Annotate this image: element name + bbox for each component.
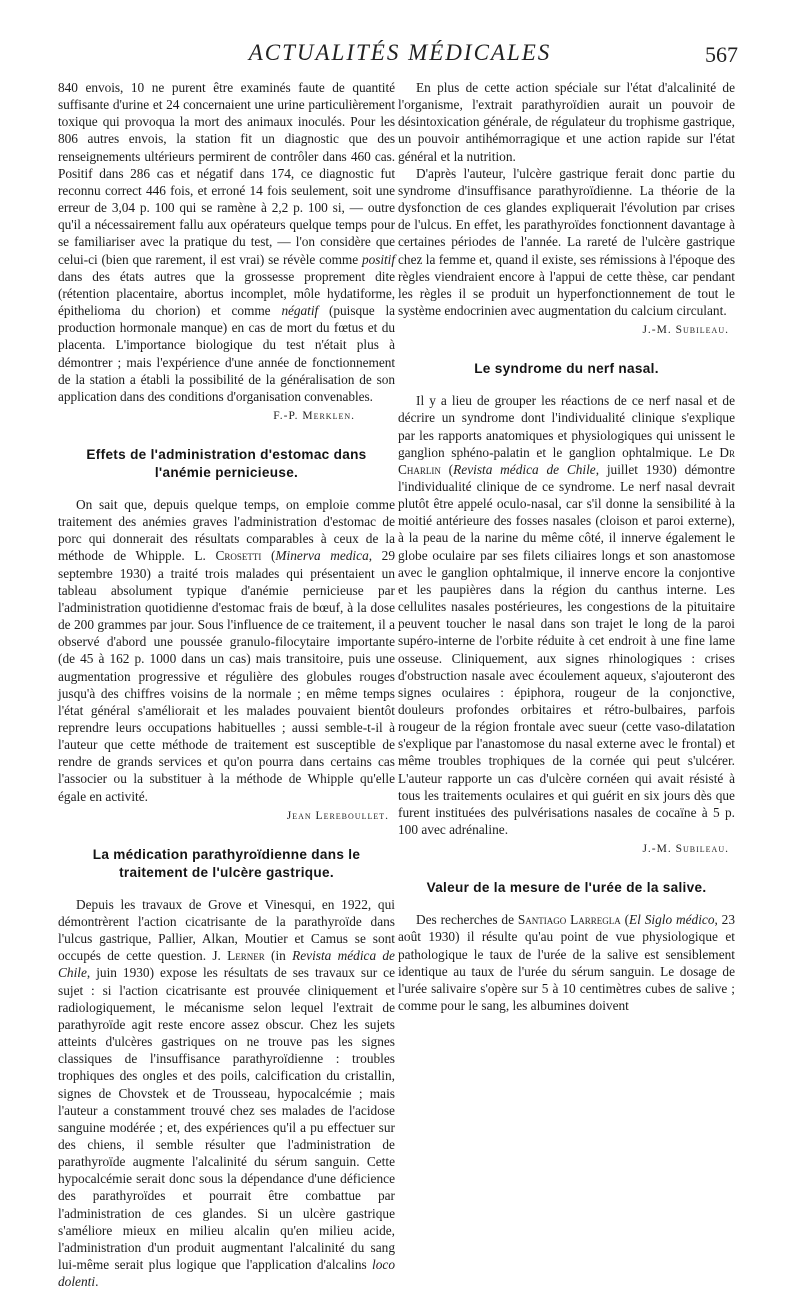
paragraph: Depuis les travaux de Grove et Vinesqui, en 1922, qui démontrèrent l'action cicatrisante de la parathyroïde dans l'ulcus gastrique, Pallier, Alkan, Moutier et Camus se sont occupés de cette question. J. Lerner (in Revista médica de Chile, juin 1930) expose les résultats de ses travaux sur ce sujet : si l'action cicatrisante est prouvée cliniquement et radiologiquement, le mécanisme selon lequel l'extrait de parathyroïde agit reste encore assez obscur. Chez les sujets atteints d'ulcères gastriques on ne trouve pas les signes classiques de l'insuffisance parathyroïdienne : troubles trophiques des ongles et des poils, calcification du cristallin, signes de Chovstek et de Trousseau, hypocalcémie ; mais l'auteur a constamment trouvé chez ses malades de l'acidose sanguine modérée ; et, des expériences qu'il a pu effectuer sur des chiens, il semble résulter que l'administration de parathyroïde augmente l'alcalinité du sérum sanguin. Cette hypocalcémie serait donc sous la dépendance d'une déficience des parathyroïdes et pourrait être combattue par l'administration de ces glandes. Si un ulcère gastrique s'améliore mieux en milieu alcalin qu'en milieu acide, l'administration d'un produit augmentant l'alcalinité du sang lui-même serait plus logique que l'application d'alcalins loco dolenti. <box>58 896 395 1290</box>
paragraph: On sait que, depuis quelque temps, on emploie comme traitement des anémies graves l'administration d'estomac de porc qui donnerait des résultats comparables à ceux de la méthode de Whipple. L. Crosetti (Minerva medica, 29 septembre 1930) a traité trois malades qui présentaient un tableau absolument typique d'anémie pernicieuse par l'administration quotidienne d'estomac frais de bœuf, à la dose de 200 grammes par jour. Sous l'influence de ce traitement, il a observé d'abord une poussée granulo-filocytaire importante (de 45 à 162 p. 1000 dans un cas) mais transitoire, puis une augmentation progressive et régulière des globules rouges jusqu'à des chiffres voisins de la normale ; en même temps l'état général s'améliorait et les malades pouvaient bientôt reprendre leurs occupations habituelles ; aussi semble-t-il à l'auteur que cette méthode de traitement est susceptible de rendre de grands services et qu'on pourra dans certains cas l'associer ou la substituer à la méthode de Whipple qu'elle égale en activité. <box>58 496 396 804</box>
article-uree-salive <box>398 879 735 1014</box>
right-column-content <box>398 79 735 1014</box>
paragraph: 840 envois, 10 ne purent être examinés faute de quantité suffisante d'urine et 24 concernaient une urine particulièrement toxique qui provoqua la mort des animaux inoculés. Pour les 806 autres envois, la station fit un diagnostic que des renseignements ultérieurs permirent de contrôler dans 460 cas. Positif dans 286 cas et négatif dans 174, ce diagnostic fut reconnu correct 446 fois, et erroné 14 fois seulement, soit une erreur de 3,04 p. 100 qui se ramène à 2,2 p. 100 si, — outre qu'il a nécessairement fallu aux opérateurs quelque temps pour se familiariser avec la pratique du test, — l'on considère que celui-ci (bien que rarement, il est vrai) se révèle comme positif dans des états autres que la grossesse proprement dite (rétention placentaire, abortus incomplet, môle hydatiforme, épithelioma du chorion) et comme négatif (puisque la production hormonale manque) en cas de mort du fœtus et du placenta. L'importance biologique du test n'était plus à démontrer ; mais l'expérience d'une année de fonctionnement de la station a établi la possibilité de la généralisation de son application dans des conditions d'organisation convenables. <box>58 80 395 404</box>
left-column <box>58 79 395 1290</box>
article-estomac-anemie <box>58 446 395 824</box>
article-nerf-nasal <box>398 360 735 857</box>
article-parathyroide-suite <box>398 79 735 338</box>
paragraph: Des recherches de Santiago Larregla (El Siglo médico, 23 août 1930) il résulte qu'au point de vue physiologique et pathologique le taux de l'urée de la salive est sensiblement identique au taux de l'urée du sérum sanguin. Le dosage de l'urée salivaire s'opère sur 5 à 10 centimètres cubes de salive ; comme pour le sang, les albumines doivent <box>398 912 736 1014</box>
article-title: Le syndrome du nerf nasal. <box>474 361 659 377</box>
article-title: Effets de l'administration d'estomac dans l'anémie pernicieuse. <box>86 446 367 480</box>
author-signature: J.-M. Subileau. <box>642 843 729 856</box>
paragraph: D'après l'auteur, l'ulcère gastrique ferait donc partie du syndrome d'insuffisance parathyroïdienne. La théorie de la dysfonction de ces glandes expliquerait l'évolution par crises de l'ulcus. En effet, les parathyroïdes fonctionnent davantage à certaines périodes de l'année. La rareté de l'ulcère gastrique chez la femme et, quand il existe, ses rémissions à l'époque des règles viendraient encore à l'appui de cette thèse, car pendant les règles il se produit un hyperfonctionnement de tout le système endocrinien avec augmentation du calcium circulant. <box>398 165 736 319</box>
page-header <box>0 40 800 80</box>
author-signature: J.-M. Subileau. <box>642 324 729 337</box>
paragraph: Il y a lieu de grouper les réactions de ce nerf nasal et de décrire un syndrome dont l'individualité clinique s'explique par les rapports anatomiques et physiologiques qui unissent le ganglion sphéno-palatin et le ganglion ophtalmique. Le Dr Charlin (Revista médica de Chile, juillet 1930) démontre l'individualité clinique de ce syndrome. Le nerf nasal devrait plutôt être appelé oculo-nasal, car s'il donne la sensibilité à la moitié antérieure des fosses nasales (cloison et paroi externe), à la peau de la narine du même côté, il innerve également le globe oculaire par ses filets ciliaires longs et son anastomose avec le ganglion ophtalmique, il innerve encore la conjontive et les paupières dans la région du canthus interne. Les cellulites nasales postérieures, les congestions de la pituitaire peuvent toucher le nasal dans son trajet le long de la paroi supéro-interne de l'orbite réduite à cet endroit à une fine lame osseuse. Cliniquement, aux signes rhinologiques : crises d'obstruction nasale avec écoulement aqueux, s'ajouteront des signes oculaires : épiphora, rougeur de la conjonctive, douleurs profondes orbitaires et rétro-bulbaires, parfois rougeur de la région frontale avec sueur (cette vaso-dilatation s'explique par l'anastomose du nasal externe avec le frontal) et même troubles trophiques de la cornée qui peut s'ulcérer. L'auteur rapporte un cas d'ulcère cornéen qui avait résisté à tous les traitements oculaires et qui guérit en six jours dès que furent instituées des pulvérisations nasales de cocaïne à 5 p. 100 avec adrénaline. <box>398 393 736 838</box>
article-title: Valeur de la mesure de l'urée de la salive. <box>426 880 707 896</box>
author-signature: Jean Lereboullet. <box>286 809 389 822</box>
author-signature: F.-P. Merklen. <box>273 409 355 422</box>
page-number: 567 <box>705 42 738 67</box>
article-test-grossesse <box>58 79 395 424</box>
paragraph: En plus de cette action spéciale sur l'état d'alcalinité de l'organisme, l'extrait parathyroïdien aurait un pouvoir de désintoxication générale, de régulateur du trophisme gastrique, un pouvoir antihémorragique et une action rapide sur l'état général et la nutrition. <box>398 80 735 164</box>
article-title: La médication parathyroïdienne dans le traitement de l'ulcère gastrique. <box>92 846 361 880</box>
running-title: ACTUALITÉS MÉDICALES <box>248 40 552 65</box>
article-parathyroide <box>58 846 395 1290</box>
